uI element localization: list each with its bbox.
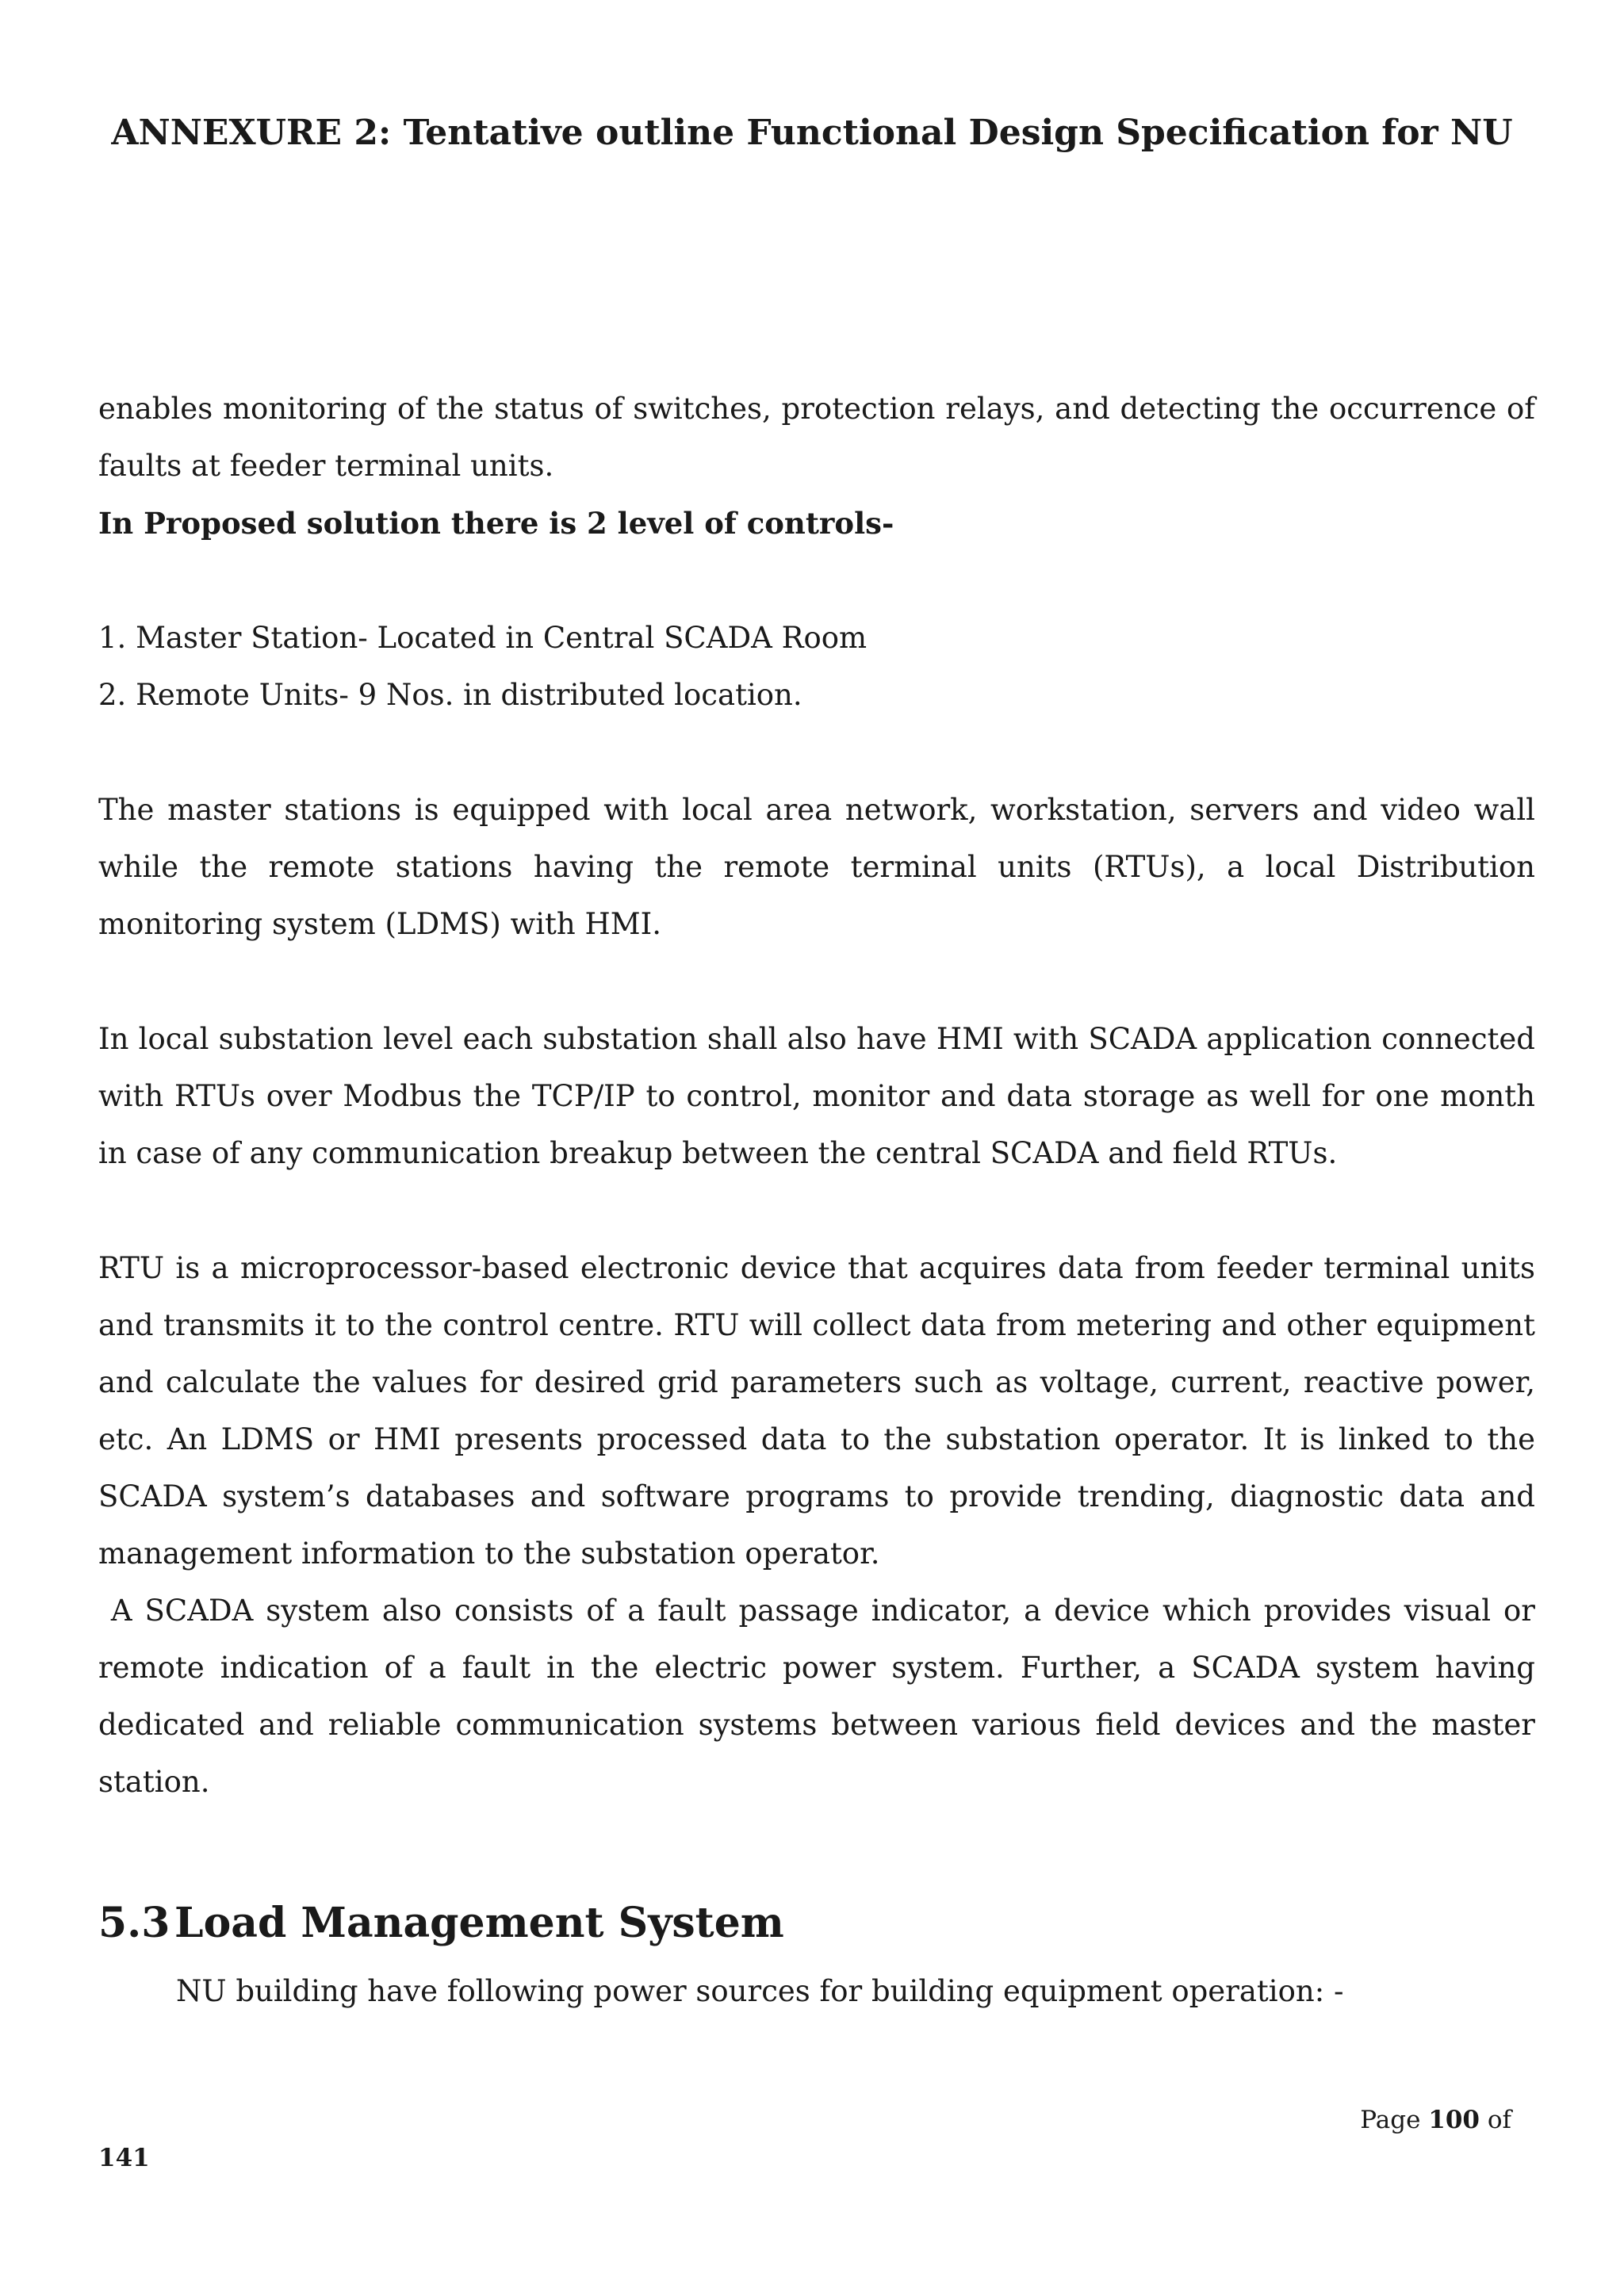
spacer (98, 552, 1535, 610)
spacer (98, 724, 1535, 782)
main-content (98, 381, 1545, 1811)
paragraph-local-substation: In local substation level each substation shall also have HMI with SCADA application connected with RTUs over Modbus the TCP/IP to control, monitor and data storage as well for one month in case of any communication breakup between the central SCADA and field RTUs. (98, 1022, 1535, 1170)
list-item: 2. Remote Units- 9 Nos. in distributed location. (98, 678, 802, 712)
page-of: of (1480, 2106, 1511, 2134)
page-title: ANNEXURE 2: Tentative outline Functional Design Specification for NU (111, 113, 1513, 153)
page-number-footer (1360, 2106, 1511, 2134)
section-title: Load Management System (174, 1899, 784, 1947)
section-heading (98, 1895, 784, 1952)
page-prefix: Page (1360, 2106, 1429, 2134)
spacer (98, 1182, 1535, 1240)
paragraph-rtu: RTU is a microprocessor-based electronic device that acquires data from feeder terminal units and transmits it to the control centre. RTU will collect data from metering and other equipment and calculate the values for desired grid parameters such as voltage, current, reactive power, etc. An LDMS or HMI presents processed data to the substation operator. It is linked to the SCADA system’s databases and software programs to provide trending, diagnostic data and management information to the substation operator. (98, 1251, 1535, 1571)
paragraph-intro: enables monitoring of the status of switches, protection relays, and detecting the occurrence of faults at feeder terminal units. (98, 392, 1535, 483)
paragraph-fault-indicator: A SCADA system also consists of a fault passage indicator, a device which provides visual or remote indication of a fault in the electric power system. Further, a SCADA system having dedicated and reliable communication systems between various field devices and the master station. (98, 1594, 1545, 1799)
page-number: 100 (1428, 2106, 1480, 2134)
spacer (98, 953, 1535, 1011)
total-pages: 141 (98, 2144, 150, 2172)
paragraph-master-station: The master stations is equipped with local area network, workstation, servers and video wall while the remote stations having the remote terminal units (RTUs), a local Distribution monitoring system (LDMS) with HMI. (98, 793, 1535, 941)
section-number: 5.3 (98, 1899, 170, 1947)
list-item: 1. Master Station- Located in Central SCADA Room (98, 621, 868, 655)
controls-heading: In Proposed solution there is 2 level of controls- (98, 506, 894, 541)
section-intro: NU building have following power sources for building equipment operation: - (176, 1974, 1344, 2008)
